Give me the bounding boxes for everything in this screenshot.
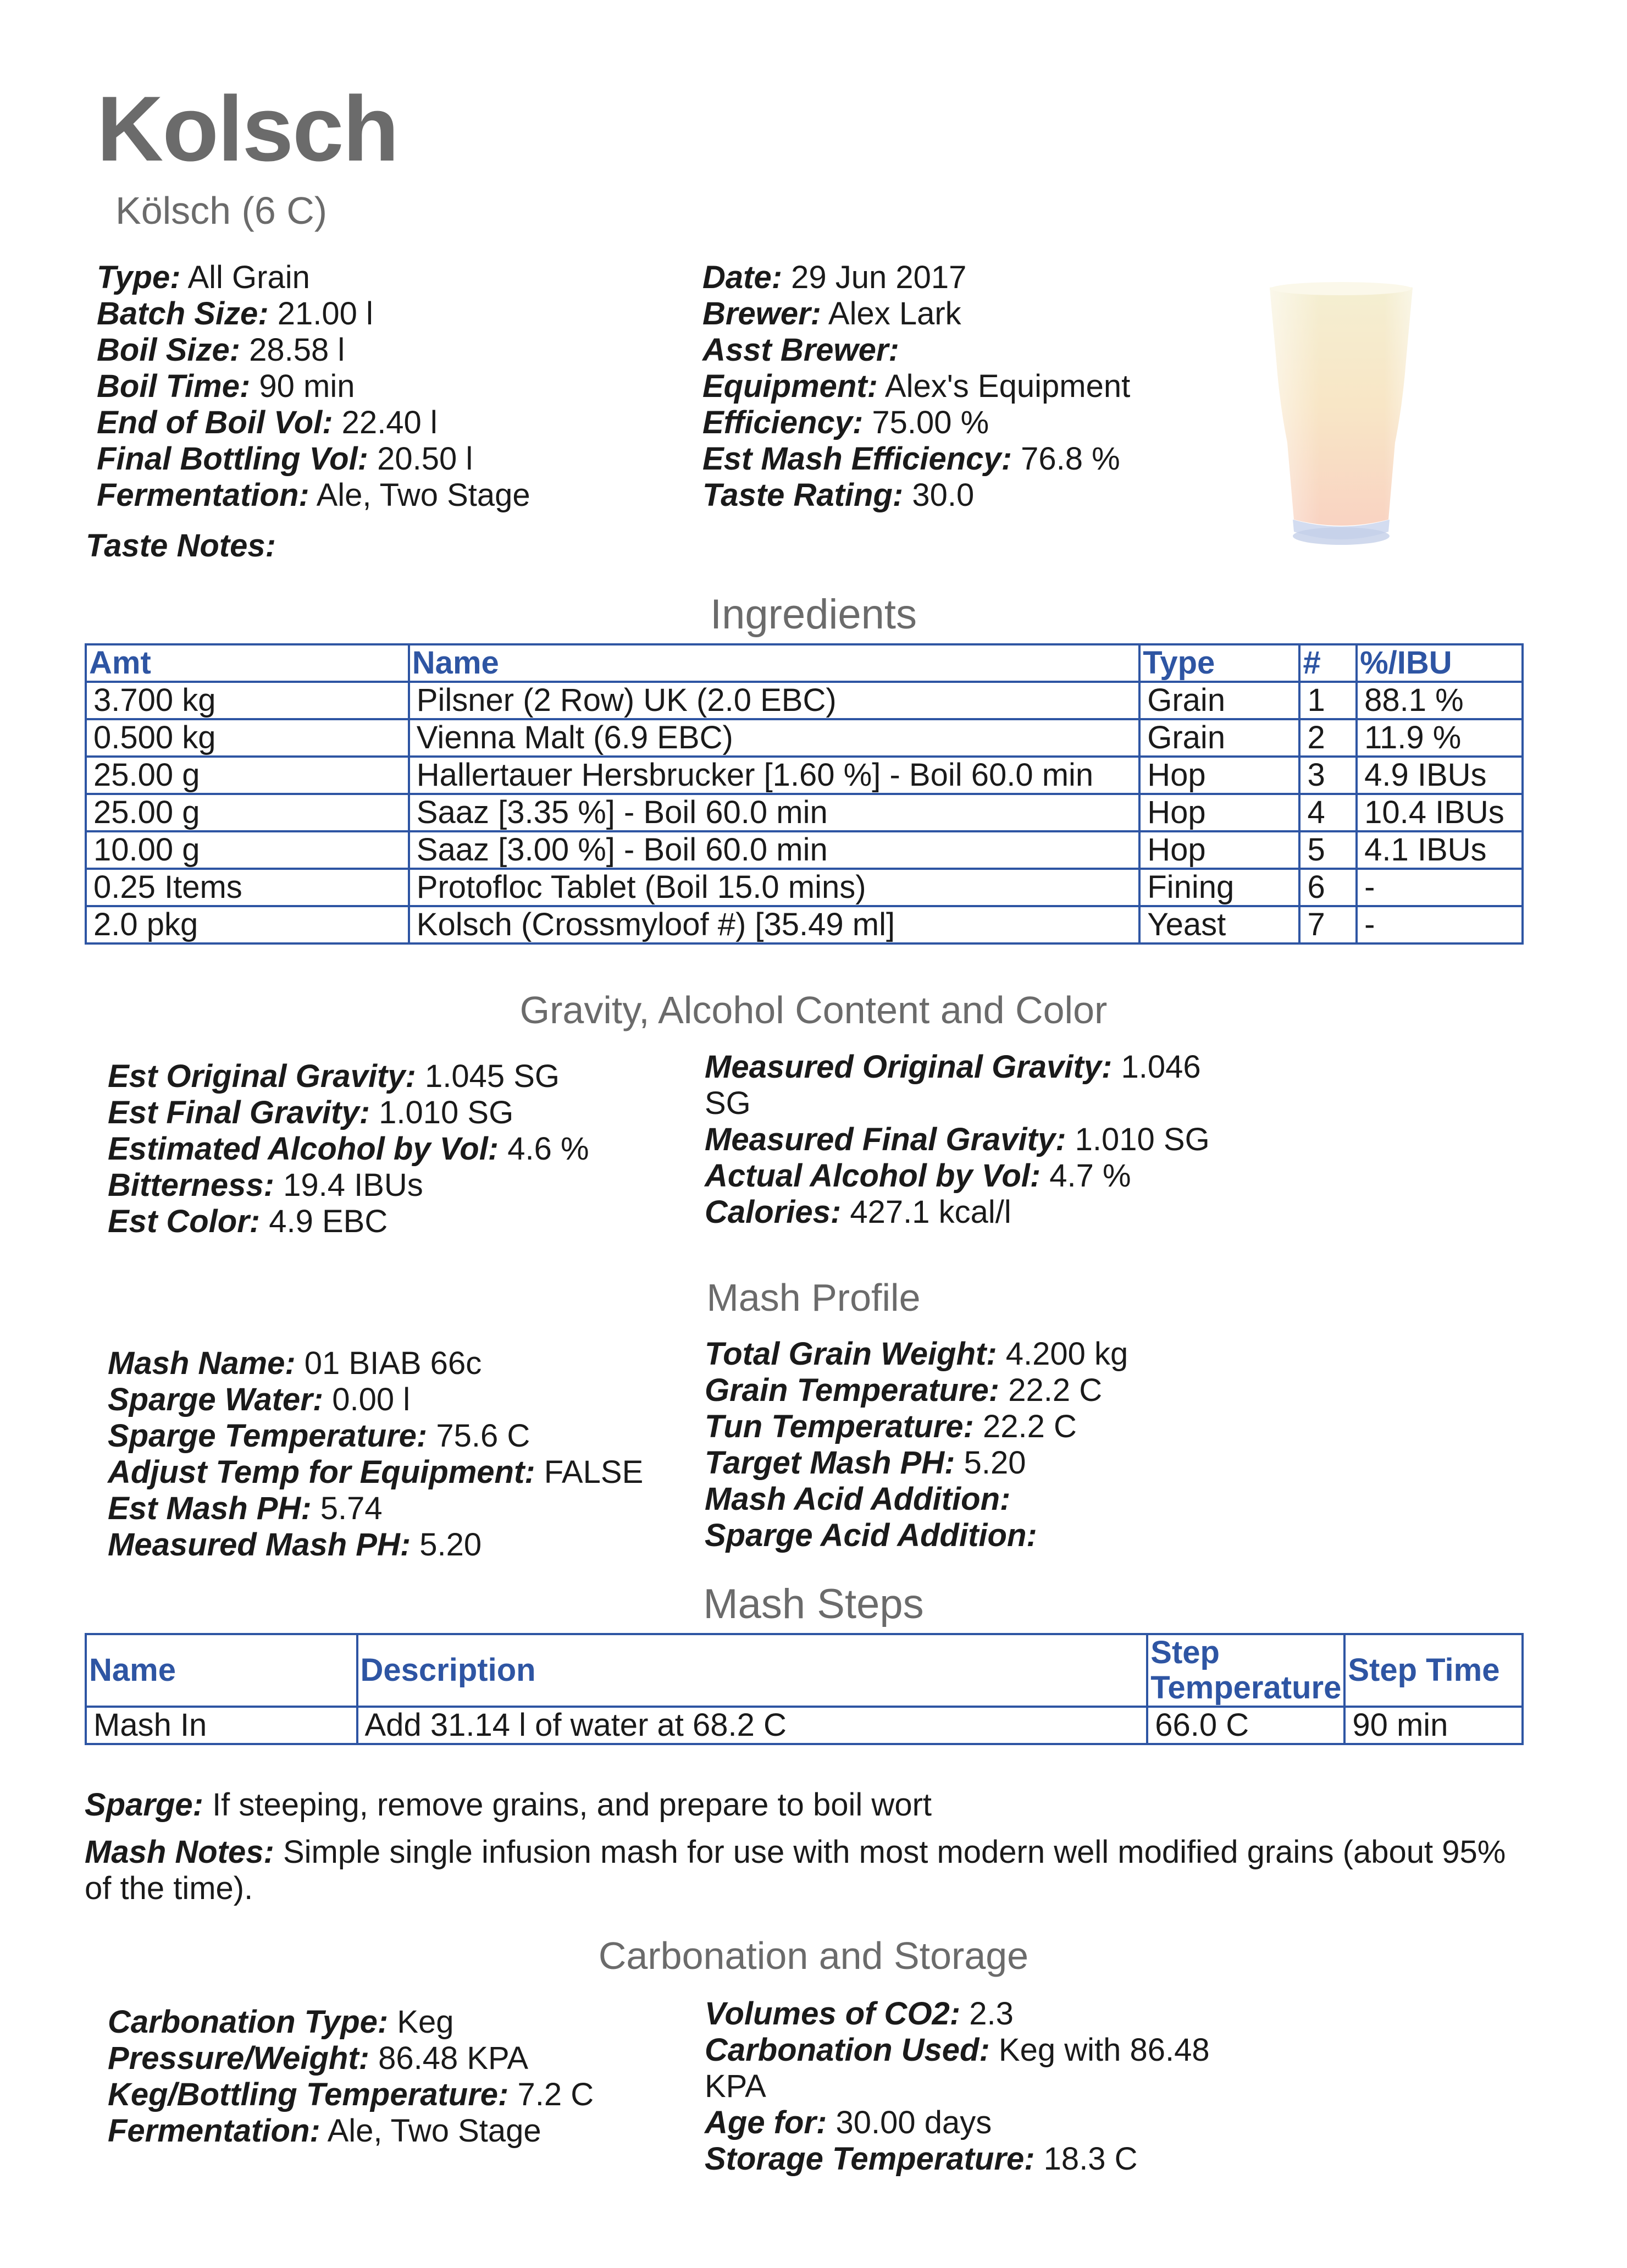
table-row: 25.00 g Saaz [3.35 %] - Boil 60.0 min Hop 4 10.4 IBUs [86, 794, 1523, 831]
info-row: Measured Mash PH: 5.20 [108, 1527, 482, 1563]
info-row: Sparge Acid Addition: [705, 1517, 1037, 1553]
info-row: Sparge Temperature: 75.6 C [108, 1418, 530, 1454]
table-row: 0.25 Items Protofloc Tablet (Boil 15.0 mins) Fining 6 - [86, 869, 1523, 906]
info-row: End of Boil Vol: 22.40 l [97, 405, 438, 440]
ingredients-table [85, 643, 1524, 945]
info-row: Sparge Water: 0.00 l [108, 1382, 411, 1417]
info-row: Type: All Grain [97, 260, 310, 295]
info-row: Keg/Bottling Temperature: 7.2 C [108, 2077, 594, 2112]
column-header-percent-ibu: %/IBU [1357, 644, 1523, 682]
info-row: Carbonation Type: Keg [108, 2004, 454, 2040]
table-row: 3.700 kg Pilsner (2 Row) UK (2.0 EBC) Grain 1 88.1 % [86, 682, 1523, 719]
table-row: 10.00 g Saaz [3.00 %] - Boil 60.0 min Hop 5 4.1 IBUs [86, 831, 1523, 869]
info-row: Tun Temperature: 22.2 C [705, 1409, 1077, 1444]
info-row: Est Color: 4.9 EBC [108, 1204, 388, 1239]
info-row: Volumes of CO2: 2.3 [705, 1996, 1014, 2032]
taste-notes: Taste Notes: [86, 528, 276, 564]
header-left-column [97, 260, 530, 514]
info-row: Est Mash PH: 5.74 [108, 1491, 383, 1526]
info-row: Measured Final Gravity: 1.010 SG [705, 1122, 1210, 1157]
gravity-left-column [108, 1058, 589, 1240]
beer-glass-icon [1259, 278, 1424, 553]
info-row: Carbonation Used: Keg with 86.48 [705, 2032, 1210, 2068]
mash-profile-right-column [705, 1336, 1128, 1554]
info-row: Target Mash PH: 5.20 [705, 1445, 1026, 1481]
table-row: 2.0 pkg Kolsch (Crossmyloof #) [35.49 ml] Yeast 7 - [86, 906, 1523, 943]
table-header-row [86, 644, 1523, 682]
recipe-title: Kolsch [97, 77, 399, 180]
mash-notes: Mash Notes: Simple single infusion mash for use with most modern well modified grains (about 95% of the time). [85, 1834, 1506, 1906]
info-row: Efficiency: 75.00 % [702, 405, 989, 440]
mash-steps-table [85, 1633, 1524, 1745]
info-row: Est Mash Efficiency: 76.8 % [702, 441, 1120, 477]
info-row: Bitterness: 19.4 IBUs [108, 1167, 423, 1203]
column-header-type: Type [1139, 644, 1299, 682]
ingredients-heading: Ingredients [710, 591, 917, 638]
column-header-amt: Amt [86, 644, 409, 682]
info-row: Boil Size: 28.58 l [97, 332, 345, 368]
info-row: Pressure/Weight: 86.48 KPA [108, 2040, 529, 2076]
table-header-row [86, 1634, 1523, 1707]
column-header-step-temperature: Step Temperature [1147, 1634, 1344, 1707]
carbonation-right-column [705, 1996, 1210, 2177]
info-row: Fermentation: Ale, Two Stage [97, 477, 530, 513]
info-row: SG [705, 1085, 751, 1121]
info-row: Batch Size: 21.00 l [97, 296, 373, 332]
info-row: Age for: 30.00 days [705, 2105, 992, 2140]
info-row: Final Bottling Vol: 20.50 l [97, 441, 473, 477]
info-row: Taste Rating: 30.0 [702, 477, 975, 513]
sparge-note: Sparge: If steeping, remove grains, and prepare to boil wort [85, 1787, 932, 1823]
mash-steps-heading: Mash Steps [703, 1581, 924, 1627]
recipe-style: Kölsch (6 C) [115, 189, 328, 232]
table-row: 0.500 kg Vienna Malt (6.9 EBC) Grain 2 11.9 % [86, 719, 1523, 757]
header-right-column [702, 260, 1130, 514]
info-row: Storage Temperature: 18.3 C [705, 2141, 1138, 2177]
info-row: Equipment: Alex's Equipment [702, 368, 1131, 404]
info-row: Mash Name: 01 BIAB 66c [108, 1345, 482, 1381]
gravity-right-column [705, 1049, 1210, 1230]
info-row: Est Original Gravity: 1.045 SG [108, 1058, 560, 1094]
info-row: Date: 29 Jun 2017 [702, 260, 967, 295]
column-header-step-time: Step Time [1344, 1634, 1523, 1707]
info-row: Mash Acid Addition: [705, 1481, 1011, 1517]
mash-profile-heading: Mash Profile [706, 1276, 921, 1319]
info-row: Actual Alcohol by Vol: 4.7 % [705, 1158, 1131, 1194]
carbonation-heading: Carbonation and Storage [598, 1934, 1029, 1977]
info-row: Grain Temperature: 22.2 C [705, 1372, 1103, 1408]
info-row: Calories: 427.1 kcal/l [705, 1194, 1011, 1230]
info-row: Boil Time: 90 min [97, 368, 355, 404]
info-row: Est Final Gravity: 1.010 SG [108, 1095, 514, 1130]
table-row: 25.00 g Hallertauer Hersbrucker [1.60 %] - Boil 60.0 min Hop 3 4.9 IBUs [86, 757, 1523, 794]
info-row: Adjust Temp for Equipment: FALSE [108, 1454, 644, 1490]
info-row: Estimated Alcohol by Vol: 4.6 % [108, 1131, 589, 1167]
info-row: Fermentation: Ale, Two Stage [108, 2113, 541, 2149]
info-row: Measured Original Gravity: 1.046 [705, 1049, 1201, 1085]
column-header-name: Name [86, 1634, 357, 1707]
info-row: Total Grain Weight: 4.200 kg [705, 1336, 1128, 1372]
mash-profile-left-column [108, 1345, 643, 1563]
carbonation-left-column [108, 2004, 594, 2149]
info-row: Asst Brewer: [702, 332, 899, 368]
column-header-description: Description [357, 1634, 1148, 1707]
info-row: KPA [705, 2068, 766, 2104]
info-row: Brewer: Alex Lark [702, 296, 961, 332]
column-header-name: Name [409, 644, 1139, 682]
column-header-number: # [1299, 644, 1357, 682]
gravity-heading: Gravity, Alcohol Content and Color [519, 989, 1108, 1031]
table-row: Mash In Add 31.14 l of water at 68.2 C 66.0 C 90 min [86, 1707, 1523, 1744]
